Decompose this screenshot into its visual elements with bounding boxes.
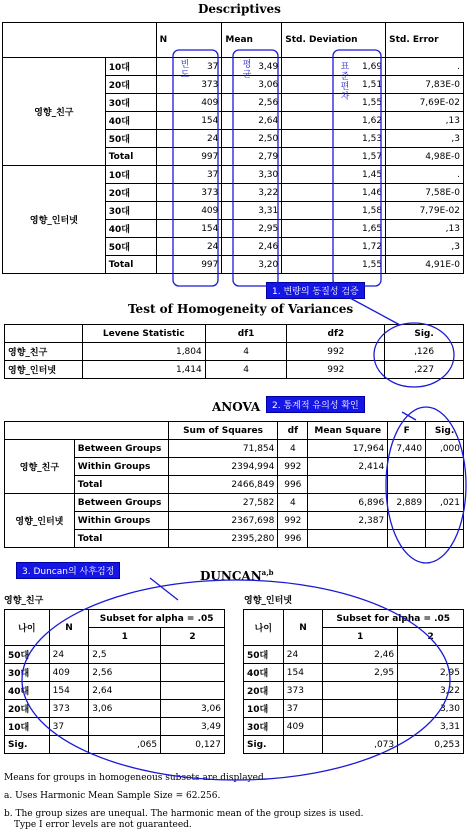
cell-sig — [426, 476, 464, 494]
cell-subset-2: 3,31 — [398, 718, 464, 736]
cell-sd: 1,46 — [282, 184, 386, 202]
note-2: a. Uses Harmonic Mean Sample Size = 62.256. — [4, 791, 221, 801]
duncan-right-name: 영향_인터넷 — [244, 596, 292, 606]
descriptives-table — [2, 22, 464, 274]
row-label: 30대 — [244, 718, 284, 736]
cell-mean: 2,50 — [222, 130, 282, 148]
cell-sd: 1,65 — [282, 220, 386, 238]
cell-ss: 2466,849 — [168, 476, 278, 494]
cell-levene: 1,804 — [82, 343, 205, 361]
table-row — [5, 700, 225, 718]
col-subset-1: 1 — [89, 628, 161, 646]
col-df2: df2 — [287, 325, 385, 343]
cell-ss: 2395,280 — [168, 530, 278, 548]
cell-mean: 2,46 — [222, 238, 282, 256]
cell-sig: ,021 — [426, 494, 464, 512]
cell-f — [388, 458, 426, 476]
cell-n: 373 — [283, 682, 323, 700]
row-label: Total — [105, 256, 156, 274]
cell-n: 37 — [156, 58, 222, 76]
cell-se: 7,69E-02 — [386, 94, 464, 112]
duncan-right-table — [243, 609, 464, 754]
cell-subset-1 — [323, 718, 398, 736]
group-label: 영향_인터넷 — [3, 166, 106, 274]
cell-se: ,13 — [386, 220, 464, 238]
col-subset-2: 2 — [161, 628, 225, 646]
cell-mean: 3,06 — [222, 76, 282, 94]
cell-subset-2: 3,49 — [161, 718, 225, 736]
cell-ms: 2,414 — [308, 458, 388, 476]
col-std-deviation: Std. Deviation — [282, 23, 386, 58]
anova-table — [4, 421, 464, 548]
cell-df: 992 — [278, 512, 308, 530]
row-label: 20대 — [244, 682, 284, 700]
cell-subset-2 — [161, 682, 225, 700]
cell-sd: 1,69 — [282, 58, 386, 76]
row-label: Total — [74, 476, 168, 494]
cell-sd: 1,72 — [282, 238, 386, 256]
cell-n: 24 — [283, 646, 323, 664]
cell-df2: 992 — [287, 343, 385, 361]
descriptives-title: Descriptives — [198, 2, 281, 16]
col-n: N — [283, 610, 323, 646]
cell-se: ,3 — [386, 130, 464, 148]
cell-subset-1: 3,06 — [89, 700, 161, 718]
row-label: 20대 — [105, 184, 156, 202]
cell-n: 409 — [156, 202, 222, 220]
col-sig: Sig. — [385, 325, 464, 343]
row-label: 40대 — [105, 220, 156, 238]
cell-ss: 71,854 — [168, 440, 278, 458]
row-label: 10대 — [244, 700, 284, 718]
cell-n: 154 — [283, 664, 323, 682]
cell-n: 373 — [156, 184, 222, 202]
row-label: 30대 — [105, 94, 156, 112]
cell-n: 37 — [49, 718, 89, 736]
cell-sd: 1,58 — [282, 202, 386, 220]
cell-f: 2,889 — [388, 494, 426, 512]
group-label: 영향_인터넷 — [5, 494, 75, 548]
row-label: Sig. — [5, 736, 50, 754]
row-label: 영향_인터넷 — [5, 361, 83, 379]
table-row — [5, 646, 225, 664]
cell-subset-1 — [89, 718, 161, 736]
cell-mean: 3,22 — [222, 184, 282, 202]
table-row — [5, 682, 225, 700]
cell-subset-2: 2,95 — [398, 664, 464, 682]
cell-se: 7,83E-0 — [386, 76, 464, 94]
cell-df: 996 — [278, 530, 308, 548]
duncan-title-sup: a,b — [261, 568, 274, 577]
callout-line-duncan — [150, 578, 178, 600]
cell-ms: 2,387 — [308, 512, 388, 530]
homogeneity-title: Test of Homogeneity of Variances — [128, 302, 354, 316]
note-3: b. The group sizes are unequal. The harmonic mean of the group sizes is used. — [4, 809, 364, 819]
table-row — [244, 700, 464, 718]
cell-se: ,13 — [386, 112, 464, 130]
cell-subset-2: 0,127 — [161, 736, 225, 754]
cell-subset-1: 2,95 — [323, 664, 398, 682]
row-label: 20대 — [105, 76, 156, 94]
row-label: 40대 — [5, 682, 50, 700]
row-label: 10대 — [105, 58, 156, 76]
note-1: Means for groups in homogeneous subsets are displayed. — [4, 773, 267, 783]
cell-n: 373 — [49, 700, 89, 718]
table-row — [5, 736, 225, 754]
cell-n: 409 — [283, 718, 323, 736]
cell-df: 4 — [278, 440, 308, 458]
cell-mean: 2,79 — [222, 148, 282, 166]
cell-n: 409 — [49, 664, 89, 682]
cell-ss: 2367,698 — [168, 512, 278, 530]
cell-df2: 992 — [287, 361, 385, 379]
cell-ss: 2394,994 — [168, 458, 278, 476]
cell-subset-2: 3,06 — [161, 700, 225, 718]
cell-n: 997 — [156, 256, 222, 274]
col-std-error: Std. Error — [386, 23, 464, 58]
cell-f — [388, 530, 426, 548]
row-label: Between Groups — [74, 494, 168, 512]
row-label: Within Groups — [74, 512, 168, 530]
cell-sd: 1,55 — [282, 94, 386, 112]
cell-mean: 3,31 — [222, 202, 282, 220]
table-row — [5, 530, 464, 548]
row-label: 영향_친구 — [5, 343, 83, 361]
row-label: 50대 — [244, 646, 284, 664]
row-label: 30대 — [105, 202, 156, 220]
row-label: 50대 — [105, 130, 156, 148]
callout-anova: 2. 통계적 유의성 확인 — [266, 396, 365, 413]
cell-levene: 1,414 — [82, 361, 205, 379]
cell-n: 24 — [156, 130, 222, 148]
cell-se: 4,91E-0 — [386, 256, 464, 274]
cell-subset-2 — [161, 664, 225, 682]
cell-df1: 4 — [205, 361, 287, 379]
cell-sig: ,227 — [385, 361, 464, 379]
row-label: 10대 — [105, 166, 156, 184]
homogeneity-table — [4, 324, 464, 379]
cell-se: 7,79E-02 — [386, 202, 464, 220]
cell-subset-1: ,065 — [89, 736, 161, 754]
table-row — [244, 718, 464, 736]
duncan-title-text: DUNCAN — [200, 569, 262, 583]
table-row — [5, 361, 464, 379]
row-label: Between Groups — [74, 440, 168, 458]
desc-group-internet — [3, 166, 464, 274]
table-row — [5, 512, 464, 530]
col-mean-square: Mean Square — [308, 422, 388, 440]
note-4: Type I error levels are not guaranteed. — [14, 820, 192, 830]
cell-se: 4,98E-0 — [386, 148, 464, 166]
cell-mean: 2,64 — [222, 112, 282, 130]
cell-ss: 27,582 — [168, 494, 278, 512]
cell-n: 24 — [156, 238, 222, 256]
duncan-left-table — [4, 609, 225, 754]
cell-sd: 1,57 — [282, 148, 386, 166]
anova-title: ANOVA — [212, 400, 261, 414]
cell-subset-2: 3,30 — [398, 700, 464, 718]
col-df: df — [278, 422, 308, 440]
cell-subset-1 — [323, 682, 398, 700]
cell-n: 154 — [49, 682, 89, 700]
row-label: 30대 — [5, 664, 50, 682]
cell-sd: 1,62 — [282, 112, 386, 130]
col-age: 나이 — [244, 610, 284, 646]
cell-ms: 6,896 — [308, 494, 388, 512]
col-sum-of-squares: Sum of Squares — [168, 422, 278, 440]
cell-ms — [308, 476, 388, 494]
row-label: 50대 — [105, 238, 156, 256]
table-row — [5, 664, 225, 682]
cell-df1: 4 — [205, 343, 287, 361]
cell-subset-2: 3,22 — [398, 682, 464, 700]
annotation-mean: 평 균 — [242, 60, 252, 80]
annotation-freq: 빈 도 — [180, 60, 190, 80]
table-row — [244, 682, 464, 700]
cell-sig: ,000 — [426, 440, 464, 458]
cell-mean: 3,20 — [222, 256, 282, 274]
cell-mean: 2,56 — [222, 94, 282, 112]
table-row — [5, 718, 225, 736]
col-age: 나이 — [5, 610, 50, 646]
row-label: 40대 — [105, 112, 156, 130]
callout-homogeneity: 1. 변량의 동질성 검증 — [266, 282, 365, 299]
cell-sd: 1,55 — [282, 256, 386, 274]
callout-duncan: 3. Duncan의 사후검정 — [16, 562, 120, 579]
cell-n: 154 — [156, 112, 222, 130]
table-row — [244, 646, 464, 664]
cell-sd: 1,51 — [282, 76, 386, 94]
row-label: Total — [105, 148, 156, 166]
cell-n: 373 — [156, 76, 222, 94]
cell-n: 37 — [156, 166, 222, 184]
cell-sig — [426, 458, 464, 476]
row-label: 20대 — [5, 700, 50, 718]
cell-subset-1: 2,56 — [89, 664, 161, 682]
table-row — [244, 664, 464, 682]
cell-sd: 1,45 — [282, 166, 386, 184]
cell-se: . — [386, 166, 464, 184]
cell-f — [388, 476, 426, 494]
row-label: Sig. — [244, 736, 284, 754]
table-row — [5, 494, 464, 512]
col-sig: Sig. — [426, 422, 464, 440]
row-label: 10대 — [5, 718, 50, 736]
table-row — [5, 343, 464, 361]
cell-df: 996 — [278, 476, 308, 494]
cell-n: 37 — [283, 700, 323, 718]
col-levene: Levene Statistic — [82, 325, 205, 343]
cell-n: 997 — [156, 148, 222, 166]
cell-subset-1: 2,64 — [89, 682, 161, 700]
table-row — [5, 476, 464, 494]
cell-ms — [308, 530, 388, 548]
row-label: 40대 — [244, 664, 284, 682]
cell-mean: 3,30 — [222, 166, 282, 184]
row-label: Within Groups — [74, 458, 168, 476]
cell-mean: 3,49 — [222, 58, 282, 76]
desc-group-friend — [3, 58, 464, 166]
cell-f — [388, 512, 426, 530]
row-label: Total — [74, 530, 168, 548]
cell-df: 992 — [278, 458, 308, 476]
cell-subset-1: 2,46 — [323, 646, 398, 664]
cell-subset-1: ,073 — [323, 736, 398, 754]
cell-n — [49, 736, 89, 754]
col-n: N — [49, 610, 89, 646]
cell-se: ,3 — [386, 238, 464, 256]
cell-subset-2 — [161, 646, 225, 664]
col-f: F — [388, 422, 426, 440]
cell-n — [283, 736, 323, 754]
group-label: 영향_친구 — [3, 58, 106, 166]
cell-mean: 2,95 — [222, 220, 282, 238]
col-subset: Subset for alpha = .05 — [89, 610, 225, 628]
cell-subset-1 — [323, 700, 398, 718]
duncan-title — [200, 568, 274, 583]
cell-sig — [426, 512, 464, 530]
col-n: N — [156, 23, 222, 58]
cell-df: 4 — [278, 494, 308, 512]
callout-line-anova — [402, 412, 416, 420]
table-row — [5, 440, 464, 458]
duncan-left-name: 영향_친구 — [4, 596, 44, 606]
col-mean: Mean — [222, 23, 282, 58]
cell-subset-2: 0,253 — [398, 736, 464, 754]
col-subset-2: 2 — [398, 628, 464, 646]
cell-subset-1: 2,5 — [89, 646, 161, 664]
cell-ms: 17,964 — [308, 440, 388, 458]
cell-n: 24 — [49, 646, 89, 664]
cell-sig: ,126 — [385, 343, 464, 361]
cell-se: . — [386, 58, 464, 76]
col-df1: df1 — [205, 325, 287, 343]
cell-subset-2 — [398, 646, 464, 664]
col-subset: Subset for alpha = .05 — [323, 610, 464, 628]
cell-n: 154 — [156, 220, 222, 238]
table-row — [5, 458, 464, 476]
callout-line-homogeneity — [350, 298, 400, 325]
group-label: 영향_친구 — [5, 440, 75, 494]
cell-se: 7,58E-0 — [386, 184, 464, 202]
table-row — [244, 736, 464, 754]
cell-sd: 1,53 — [282, 130, 386, 148]
cell-n: 409 — [156, 94, 222, 112]
cell-f: 7,440 — [388, 440, 426, 458]
cell-sig — [426, 530, 464, 548]
annotation-sd: 표 준 편 차 — [340, 62, 350, 102]
col-subset-1: 1 — [323, 628, 398, 646]
row-label: 50대 — [5, 646, 50, 664]
